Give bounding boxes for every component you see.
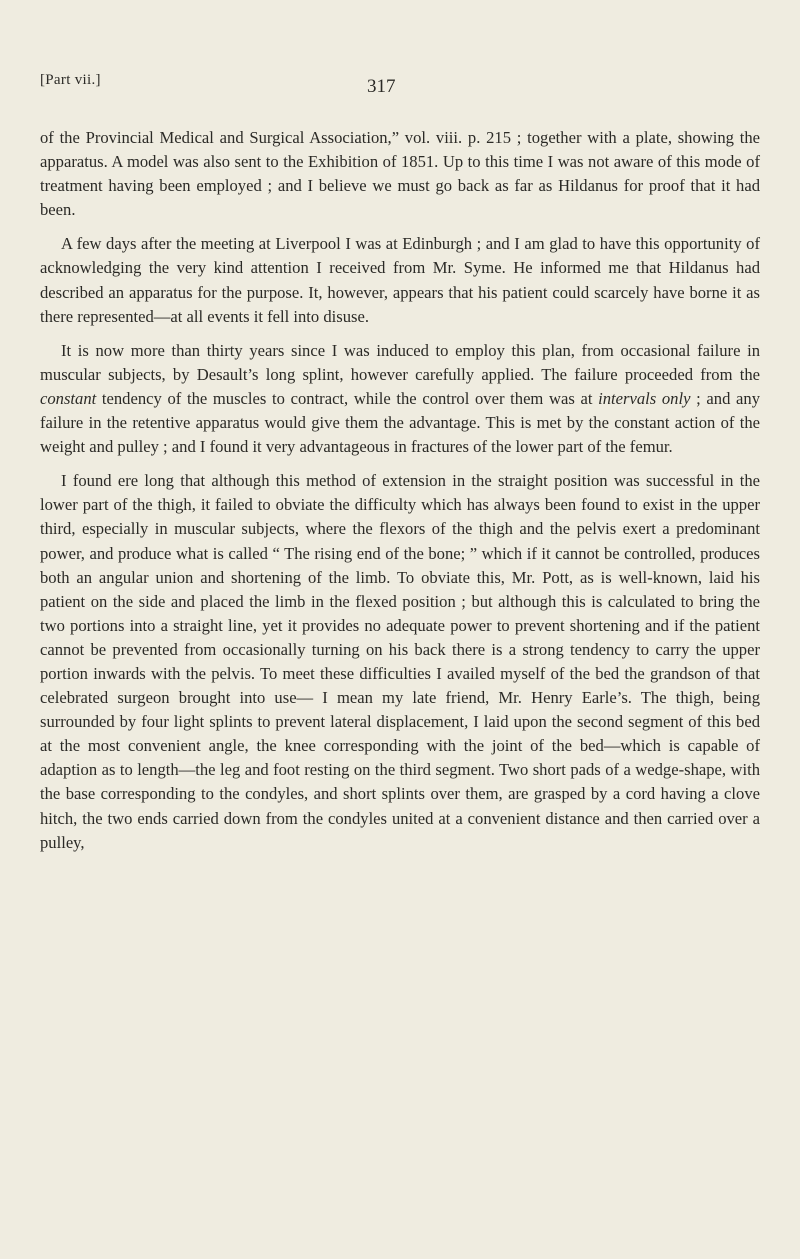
italic-text: constant [40, 388, 97, 408]
body-text [40, 126, 760, 855]
paragraph-2 [40, 232, 760, 328]
text-segment: A few days after the meeting at Liverpool I was at Edinburgh ; and I am glad to have this opportunity of acknowledging the very kind attention I received from Mr. Syme. He informed me that Hildanus had described an apparatus for the purpose. It, however, appears that his patient could scarcely have borne it as there represented—at all events it fell into disuse. [40, 234, 760, 326]
text-segment: It is now more than thirty years since I was induced to employ this plan, from occasional failure in muscular subjects, by Desault’s long splint, however carefully applied. The failure proceeded from the [40, 340, 760, 384]
part-marker: [Part vii.] [40, 72, 101, 88]
text-segment: I found ere long that although this method of extension in the straight position was successful in the lower part of the thigh, it failed to obviate the difficulty which has always been found to exist in the upper third, especially in muscular subjects, where the flexors of the thigh and the pelvis exert a predominant power, and produce what is called “ The rising end of the bone; ” which if it cannot be controlled, produces both an angular union and shortening of the limb. To obviate this, Mr. Pott, as is well-known, laid his patient on the side and placed the limb in the flexed position ; but although this is calculated to bring the two portions into a straight line, yet it provides no adequate power to prevent shortening and if the patient cannot be prevented from occasionally turning on his back there is a strong tendency to carry the upper portion inwards with the pelvis. To meet these difficulties I availed myself of the bed the grandson of that celebrated surgeon brought into use— I mean my late friend, Mr. Henry Earle’s. The thigh, being surrounded by four light splints to prevent lateral displacement, I laid upon the second segment of this bed at the most convenient angle, the knee corresponding with the joint of the bed—which is capable of adaption as to length—the leg and foot resting on the third segment. Two short pads of a wedge-shape, with the base corresponding to the condyles, and short splints over them, are grasped by a cord having a clove hitch, the two ends carried down from the condyles united at a convenient distance and then carried over a pulley, [40, 471, 760, 852]
italic-text: intervals only [598, 388, 691, 408]
paragraph-3 [40, 339, 760, 459]
text-segment: ; and any failure in the retentive apparatus would give them the advantage. This is met by the constant action of the weight and pulley ; and I found it very advantageous in fractures of the lower part of the femur. [40, 388, 760, 457]
text-segment: tendency of the muscles to contract, while the control over them was at [96, 388, 599, 408]
paragraph-1 [40, 126, 760, 222]
page-number: 317 [367, 76, 396, 97]
paragraph-4 [40, 469, 760, 855]
text-segment: of the Provincial Medical and Surgical Association,” vol. viii. p. 215 ; together with a plate, showing the apparatus. A model was also sent to the Exhibition of 1851. Up to this time I was not aware of this mode of treatment having been employed ; and I believe we must go back as far as Hildanus for proof that it had been. [40, 128, 760, 220]
